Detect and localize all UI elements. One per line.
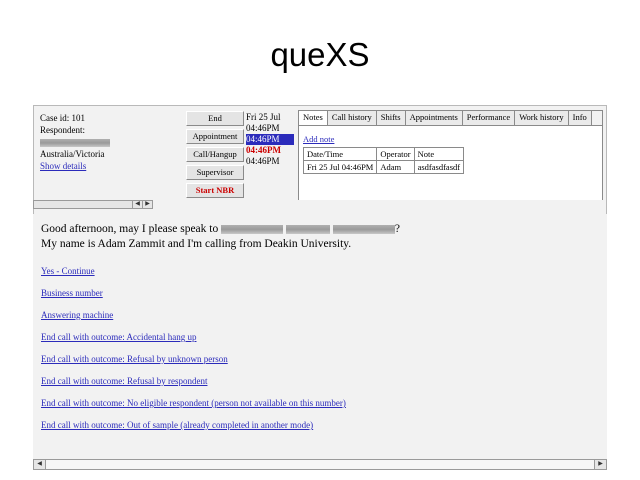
call-time-1: 04:46PM bbox=[246, 123, 280, 133]
scroll-right-icon[interactable]: ▶ bbox=[142, 201, 152, 208]
start-nbr-button[interactable]: Start NBR bbox=[186, 183, 244, 198]
table-row bbox=[304, 161, 464, 174]
notes-tab-panel bbox=[298, 110, 603, 200]
time-column bbox=[246, 112, 294, 167]
notes-tab-body bbox=[299, 126, 602, 200]
end-button[interactable]: End bbox=[186, 111, 244, 126]
add-note-link[interactable]: Add note bbox=[303, 134, 335, 144]
appointment-button[interactable]: Appointment bbox=[186, 129, 244, 144]
tab-notes[interactable]: Notes bbox=[299, 111, 328, 125]
notes-header-row bbox=[304, 148, 464, 161]
redaction-bar bbox=[40, 139, 110, 147]
interview-script-area bbox=[33, 214, 607, 459]
script-link-refusal-unknown-person[interactable]: End call with outcome: Refusal by unknown person bbox=[41, 354, 228, 364]
note-datetime: Fri 25 Jul 04:46PM bbox=[304, 161, 377, 174]
call-time-2: 04:46PM bbox=[246, 134, 294, 145]
case-id-label: Case id: 101 bbox=[40, 113, 85, 123]
script-link-yes-continue[interactable]: Yes - Continue bbox=[41, 266, 95, 276]
note-text: asdfasdfasdf bbox=[414, 161, 463, 174]
tab-appointments[interactable]: Appointments bbox=[406, 111, 463, 125]
call-top-area bbox=[34, 106, 608, 204]
show-details-link[interactable]: Show details bbox=[40, 161, 87, 171]
call-time-3: 04:46PM bbox=[246, 145, 281, 155]
tab-info[interactable]: Info bbox=[569, 111, 592, 125]
call-action-buttons bbox=[186, 111, 244, 201]
redaction-bar-name2 bbox=[286, 225, 330, 234]
script-link-refusal-respondent[interactable]: End call with outcome: Refusal by respondent bbox=[41, 376, 208, 386]
tab-call-history[interactable]: Call history bbox=[328, 111, 377, 125]
call-info-block bbox=[40, 112, 150, 172]
tab-performance[interactable]: Performance bbox=[463, 111, 515, 125]
call-time-4: 04:46PM bbox=[246, 156, 280, 166]
call-hangup-button[interactable]: Call/Hangup bbox=[186, 147, 244, 162]
page-title: queXS bbox=[270, 36, 370, 73]
notes-table bbox=[303, 147, 464, 174]
redaction-bar-name1 bbox=[221, 225, 283, 234]
notes-col-note: Note bbox=[414, 148, 463, 161]
redaction-bar-name3 bbox=[333, 225, 395, 234]
script-link-answering-machine[interactable]: Answering machine bbox=[41, 310, 114, 320]
call-date: Fri 25 Jul bbox=[246, 112, 281, 122]
scrollbar-right-arrow-icon[interactable]: ▶ bbox=[594, 460, 606, 469]
tab-work-history[interactable]: Work history bbox=[515, 111, 568, 125]
respondent-redacted bbox=[40, 136, 150, 148]
script-greeting-post: ? bbox=[394, 223, 400, 235]
script-link-out-of-sample[interactable]: End call with outcome: Out of sample (already completed in another mode) bbox=[41, 420, 314, 430]
tab-shifts[interactable]: Shifts bbox=[377, 111, 406, 125]
respondent-label: Respondent: bbox=[40, 125, 85, 135]
script-introduction: My name is Adam Zammit and I'm calling from Deakin University. bbox=[41, 238, 352, 250]
case-location: Australia/Victoria bbox=[40, 149, 105, 159]
script-link-no-eligible-respondent[interactable]: End call with outcome: No eligible respondent (person not available on this number) bbox=[41, 398, 346, 408]
script-greeting bbox=[41, 222, 599, 252]
tab-bar bbox=[299, 111, 602, 126]
inner-horizontal-scrollbar[interactable] bbox=[33, 200, 153, 209]
notes-col-datetime: Date/Time bbox=[304, 148, 377, 161]
script-link-accidental-hangup[interactable]: End call with outcome: Accidental hang up bbox=[41, 332, 197, 342]
supervisor-button[interactable]: Supervisor bbox=[186, 165, 244, 180]
scroll-left-icon[interactable]: ◀ bbox=[132, 201, 142, 208]
notes-col-operator: Operator bbox=[377, 148, 414, 161]
scrollbar-left-arrow-icon[interactable]: ◀ bbox=[34, 460, 46, 469]
scrollbar-thumb[interactable] bbox=[46, 460, 594, 469]
script-greeting-pre: Good afternoon, may I please speak to bbox=[41, 223, 222, 235]
page-horizontal-scrollbar[interactable] bbox=[33, 459, 607, 470]
script-link-business-number[interactable]: Business number bbox=[41, 288, 103, 298]
note-operator: Adam bbox=[377, 161, 414, 174]
